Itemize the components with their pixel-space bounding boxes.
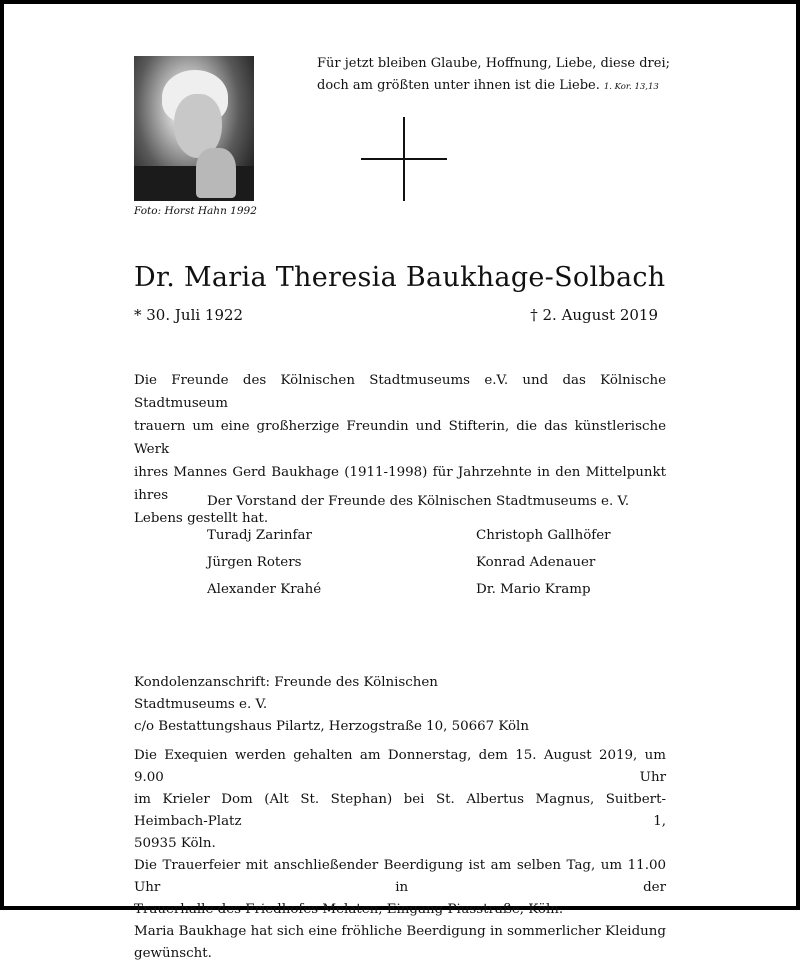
photo-shoulder-shape [134,166,254,201]
board-member: Dr. Mario Kramp [476,582,591,597]
board-member: Konrad Adenauer [476,555,596,570]
board-member: Turadj Zarinfar [207,528,312,543]
cross-horizontal-bar [361,158,447,160]
address-part: Bestattungshaus [158,719,272,734]
address-part: Herzogstraße [328,719,422,734]
birth-date: * 30. Juli 1922 [134,306,244,324]
quote-line-2-text: doch am größten unter ihnen ist die Liebe. [317,78,600,93]
board-member: Alexander Krahé [207,582,322,597]
service-information [134,745,666,965]
address-part: 50667 [451,719,495,734]
condolence-address [134,672,529,738]
bible-quote [317,53,677,98]
address-part: Köln [498,719,529,734]
service-line-6: Maria Baukhage hat sich eine fröhliche Beerdigung in sommerlicher Kleidung gewünscht. [134,924,666,961]
photo-hand-shape [196,148,236,198]
board-title: Der Vorstand der Freunde des Kölnischen Stadtmuseums e. V. [207,494,630,509]
quote-line-1: Für jetzt bleiben Glaube, Hoffnung, Liebe, diese drei; [317,56,670,71]
paragraph-line-1: Die Freunde des Kölnischen Stadtmuseums e.V. und das Kölnische Stadtmuseum [134,373,666,411]
service-line-2: im Krieler Dom (Alt St. Stephan) bei St. Albertus Magnus, Suitbert-Heimbach-Platz 1, [134,792,666,829]
quote-reference: 1. Kor. 13,13 [603,82,659,92]
condolence-line-2 [134,716,529,738]
board-members-right [476,522,611,603]
death-date: † 2. August 2019 [530,306,658,324]
board-member: Jürgen Roters [207,555,302,570]
paragraph-line-2: trauern um eine großherzige Freundin und Stifterin, die das künstlerische Werk [134,419,666,457]
paragraph-line-4: Lebens gestellt hat. [134,511,269,526]
condolence-line-1: Kondolenzanschrift: Freunde des Kölnischen Stadtmuseums e. V. [134,675,438,712]
cross-icon [361,117,447,201]
paragraph-line-3: ihres Mannes Gerd Baukhage (1911-1998) für Jahrzehnte in den Mittelpunkt ihres [134,465,666,503]
service-line-1: Die Exequien werden gehalten am Donnerstag, dem 15. August 2019, um 9.00 Uhr [134,748,666,785]
service-line-3: 50935 Köln. [134,836,216,851]
board-member: Christoph Gallhöfer [476,528,611,543]
service-line-5: Trauerhalle des Friedhofes Melaten, Eingang Piusstraße, Köln. [134,902,564,917]
portrait-photo [134,56,254,201]
deceased-name: Dr. Maria Theresia Baukhage-Solbach [134,262,666,293]
board-members-left [207,522,321,603]
address-part: Pilartz, [275,719,325,734]
address-part: c/o [134,719,155,734]
service-line-4: Die Trauerfeier mit anschließender Beerdigung ist am selben Tag, um 11.00 Uhr in der [134,858,666,895]
photo-credit: Foto: Horst Hahn 1992 [134,205,257,217]
address-part: 10, [426,719,448,734]
quote-line-2 [317,75,677,98]
